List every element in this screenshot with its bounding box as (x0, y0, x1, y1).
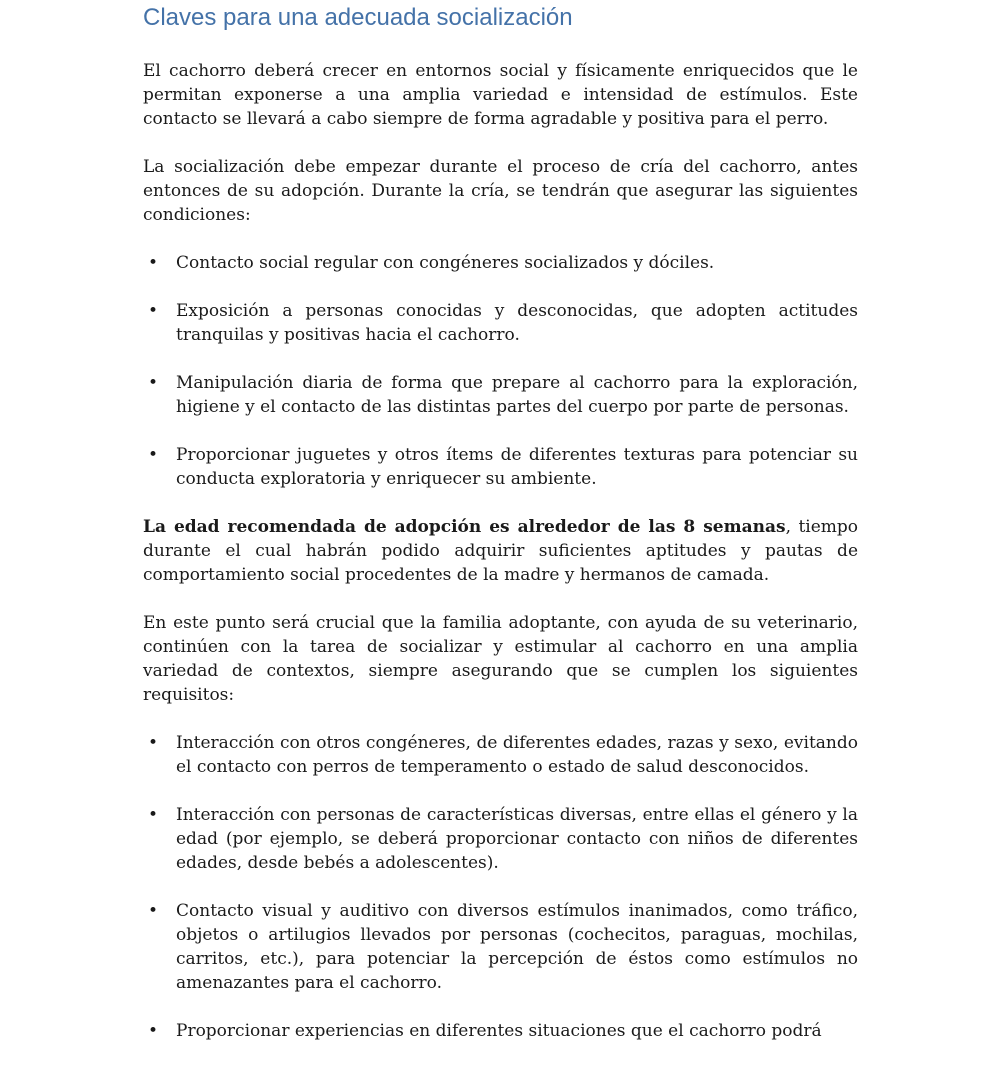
list-item: • Interacción con personas de características diversas, entre ellas el género y la edad (por ejemplo, se deberá proporcionar contacto con niños de diferentes edades, desde bebés a adolescentes). (143, 803, 858, 875)
paragraph-adoption-age (143, 515, 858, 587)
adoption-age-bold-text: La edad recomendada de adopción es alrededor de las 8 semanas (143, 517, 786, 537)
list-item-truncated: • Proporcionar experiencias en diferentes situaciones que el cachorro podrá (143, 1019, 858, 1043)
list-item: • Proporcionar juguetes y otros ítems de diferentes texturas para potenciar su conducta exploratoria y enriquecer su ambiente. (143, 443, 858, 491)
list-item: • Manipulación diaria de forma que prepare al cachorro para la exploración, higiene y el contacto de las distintas partes del cuerpo por parte de personas. (143, 371, 858, 419)
page-title: Claves para una adecuada socialización (143, 4, 573, 31)
adoption-age-rest-text: , tiempo durante el cual habrán podido adquirir suficientes aptitudes y pautas de comportamiento social procedentes de la madre y hermanos de camada. (143, 517, 859, 585)
document-page (143, 0, 858, 1067)
requirements-list (143, 731, 858, 1043)
list-item: • Interacción con otros congéneres, de diferentes edades, razas y sexo, evitando el contacto con perros de temperamento o estado de salud desconocidos. (143, 731, 858, 779)
paragraph-socialization-start: La socialización debe empezar durante el proceso de cría del cachorro, antes entonces de su adopción. Durante la cría, se tendrán que asegurar las siguientes condiciones: (143, 157, 858, 225)
paragraph-intro: El cachorro deberá crecer en entornos social y físicamente enriquecidos que le permitan exponerse a una amplia variedad e intensidad de estímulos. Este contacto se llevará a cabo siempre de forma agradable y positiva para el perro. (143, 61, 858, 129)
list-item: • Exposición a personas conocidas y desconocidas, que adopten actitudes tranquilas y positivas hacia el cachorro. (143, 299, 858, 347)
paragraph-adoptive-family: En este punto será crucial que la familia adoptante, con ayuda de su veterinario, continúen con la tarea de socializar y estimular al cachorro en una amplia variedad de contextos, siempre asegurando que se cumplen los siguientes requisitos: (143, 613, 858, 705)
conditions-list (143, 251, 858, 491)
list-item: • Contacto social regular con congéneres socializados y dóciles. (143, 251, 858, 275)
list-item: • Contacto visual y auditivo con diversos estímulos inanimados, como tráfico, objetos o artilugios llevados por personas (cochecitos, paraguas, mochilas, carritos, etc.), para potenciar la percepción de éstos como estímulos no amenazantes para el cachorro. (143, 899, 858, 995)
